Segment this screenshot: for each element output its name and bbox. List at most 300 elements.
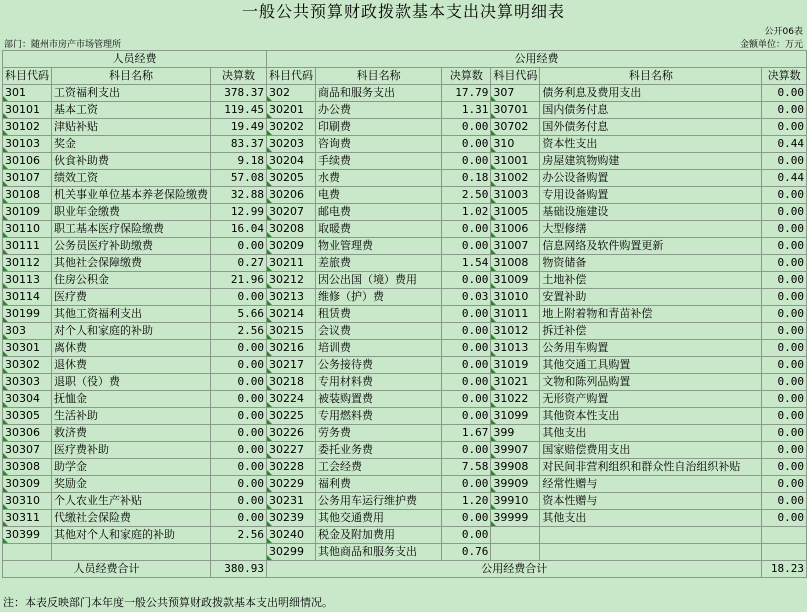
cell-name: 对个人和家庭的补助 [52, 323, 211, 340]
cell-code: 301 [3, 85, 52, 102]
cell-name: 办公设备购置 [540, 170, 762, 187]
cell-code: 31010 [491, 289, 540, 306]
cell-name: 机关事业单位基本养老保险缴费 [52, 187, 211, 204]
cell-amount: 0.00 [762, 323, 807, 340]
cell-amount: 119.45 [211, 102, 267, 119]
cell-name: 福利费 [316, 476, 442, 493]
cell-name: 印刷费 [316, 119, 442, 136]
cell-name: 对民间非营利组织和群众性自治组织补贴 [540, 459, 762, 476]
cell-amount: 0.00 [211, 374, 267, 391]
cell-amount: 2.50 [442, 187, 491, 204]
cell-code: 30204 [267, 153, 316, 170]
cell-code: 30305 [3, 408, 52, 425]
cell-code: 30199 [3, 306, 52, 323]
cell-name: 差旅费 [316, 255, 442, 272]
cell-code: 31099 [491, 408, 540, 425]
cell-amount: 16.04 [211, 221, 267, 238]
cell-name: 工资福利支出 [52, 85, 211, 102]
cell-amount: 0.00 [211, 459, 267, 476]
cell-code: 39999 [491, 510, 540, 527]
cell-name: 其他社会保障缴费 [52, 255, 211, 272]
cell-amount: 0.00 [762, 272, 807, 289]
table-row [3, 136, 807, 153]
cell-name: 住房公积金 [52, 272, 211, 289]
cell-amount: 0.00 [442, 357, 491, 374]
table-row [3, 204, 807, 221]
personnel-total-value: 380.93 [211, 561, 267, 578]
cell-amount: 9.18 [211, 153, 267, 170]
cell-code: 310 [491, 136, 540, 153]
cell-amount: 0.00 [442, 238, 491, 255]
cell-amount: 0.00 [442, 119, 491, 136]
cell-code: 30229 [267, 476, 316, 493]
table-row [3, 306, 807, 323]
cell-name: 办公费 [316, 102, 442, 119]
cell-code: 30303 [3, 374, 52, 391]
cell-name: 其他支出 [540, 510, 762, 527]
cell-amount: 0.00 [211, 357, 267, 374]
cell-name: 经常性赠与 [540, 476, 762, 493]
cell-code: 30208 [267, 221, 316, 238]
cell-code [491, 527, 540, 544]
cell-code [3, 544, 52, 561]
cell-name: 因公出国（境）费用 [316, 272, 442, 289]
col-name-header: 科目名称 [540, 68, 762, 85]
cell-code: 30225 [267, 408, 316, 425]
table-row [3, 170, 807, 187]
expenditure-table [2, 50, 807, 578]
cell-name: 其他商品和服务支出 [316, 544, 442, 561]
cell-name: 医疗费 [52, 289, 211, 306]
cell-code: 30226 [267, 425, 316, 442]
cell-code: 31022 [491, 391, 540, 408]
table-row [3, 510, 807, 527]
cell-amount: 0.00 [442, 306, 491, 323]
cell-amount: 0.00 [762, 85, 807, 102]
cell-code: 30304 [3, 391, 52, 408]
cell-amount: 21.96 [211, 272, 267, 289]
cell-code: 30228 [267, 459, 316, 476]
cell-amount: 2.56 [211, 323, 267, 340]
cell-amount: 0.00 [762, 357, 807, 374]
cell-name: 资本性支出 [540, 136, 762, 153]
cell-amount: 0.00 [211, 425, 267, 442]
cell-name: 助学金 [52, 459, 211, 476]
form-number: 公开06表 [764, 27, 803, 37]
cell-code: 30227 [267, 442, 316, 459]
table-row [3, 255, 807, 272]
cell-name [540, 544, 762, 561]
cell-name: 职业年金缴费 [52, 204, 211, 221]
cell-amount: 0.00 [211, 442, 267, 459]
table-row [3, 323, 807, 340]
table-row [3, 476, 807, 493]
cell-amount: 0.00 [762, 459, 807, 476]
cell-amount: 0.00 [442, 374, 491, 391]
col-code-header: 科目代码 [267, 68, 316, 85]
cell-amount: 0.76 [442, 544, 491, 561]
cell-amount: 0.00 [442, 510, 491, 527]
cell-code: 31019 [491, 357, 540, 374]
cell-name: 医疗费补助 [52, 442, 211, 459]
cell-name: 委托业务费 [316, 442, 442, 459]
cell-code: 30201 [267, 102, 316, 119]
cell-code: 30213 [267, 289, 316, 306]
cell-name: 其他对个人和家庭的补助 [52, 527, 211, 544]
cell-amount: 0.00 [762, 102, 807, 119]
cell-amount: 378.37 [211, 85, 267, 102]
cell-amount: 57.08 [211, 170, 267, 187]
cell-amount: 0.00 [211, 238, 267, 255]
cell-code: 30311 [3, 510, 52, 527]
section-header-row [3, 51, 807, 68]
section-personnel: 人员经费 [3, 51, 267, 68]
footnote: 注：本表反映部门本年度一般公共预算财政拨款基本支出明细情况。 [3, 596, 333, 609]
cell-name: 信息网络及软件购置更新 [540, 238, 762, 255]
cell-code: 30215 [267, 323, 316, 340]
cell-name: 劳务费 [316, 425, 442, 442]
cell-amount [211, 544, 267, 561]
table-row [3, 544, 807, 561]
cell-name: 物业管理费 [316, 238, 442, 255]
cell-amount: 1.67 [442, 425, 491, 442]
cell-code: 30307 [3, 442, 52, 459]
cell-name: 被装购置费 [316, 391, 442, 408]
table-row [3, 493, 807, 510]
cell-name: 国家赔偿费用支出 [540, 442, 762, 459]
cell-amount: 0.00 [211, 408, 267, 425]
cell-amount: 0.00 [762, 391, 807, 408]
table-row [3, 238, 807, 255]
cell-amount: 5.66 [211, 306, 267, 323]
cell-amount: 1.02 [442, 204, 491, 221]
cell-code: 30111 [3, 238, 52, 255]
cell-amount: 0.00 [762, 255, 807, 272]
cell-code: 31011 [491, 306, 540, 323]
cell-amount: 32.88 [211, 187, 267, 204]
cell-amount: 0.00 [762, 408, 807, 425]
table-row [3, 102, 807, 119]
cell-code: 30108 [3, 187, 52, 204]
cell-code: 30202 [267, 119, 316, 136]
cell-name: 个人农业生产补贴 [52, 493, 211, 510]
cell-name: 奖励金 [52, 476, 211, 493]
cell-amount: 0.00 [211, 289, 267, 306]
department-label: 部门： [4, 40, 32, 50]
cell-name: 救济费 [52, 425, 211, 442]
cell-amount: 7.58 [442, 459, 491, 476]
cell-code: 307 [491, 85, 540, 102]
cell-code: 31003 [491, 187, 540, 204]
personnel-total-label: 人员经费合计 [3, 561, 211, 578]
cell-name: 培训费 [316, 340, 442, 357]
cell-code: 39907 [491, 442, 540, 459]
cell-code: 31007 [491, 238, 540, 255]
cell-name: 公务用车运行维护费 [316, 493, 442, 510]
cell-amount: 0.00 [762, 289, 807, 306]
table-row [3, 153, 807, 170]
cell-code: 30306 [3, 425, 52, 442]
totals-row [3, 561, 807, 578]
cell-code: 30207 [267, 204, 316, 221]
cell-name: 咨询费 [316, 136, 442, 153]
cell-name: 无形资产购置 [540, 391, 762, 408]
table-row [3, 391, 807, 408]
cell-amount: 19.49 [211, 119, 267, 136]
cell-amount: 0.00 [211, 340, 267, 357]
cell-amount: 83.37 [211, 136, 267, 153]
cell-name: 津贴补贴 [52, 119, 211, 136]
cell-code: 30102 [3, 119, 52, 136]
col-amount-header: 决算数 [762, 68, 807, 85]
cell-name: 其他支出 [540, 425, 762, 442]
cell-code: 303 [3, 323, 52, 340]
cell-name: 专用燃料费 [316, 408, 442, 425]
cell-amount [762, 527, 807, 544]
cell-code: 30309 [3, 476, 52, 493]
cell-code: 30308 [3, 459, 52, 476]
cell-code: 30109 [3, 204, 52, 221]
column-header-row [3, 68, 807, 85]
table-row [3, 187, 807, 204]
cell-amount: 0.00 [442, 323, 491, 340]
cell-code: 30101 [3, 102, 52, 119]
cell-code: 30216 [267, 340, 316, 357]
cell-amount: 0.00 [211, 510, 267, 527]
cell-code: 30106 [3, 153, 52, 170]
cell-name: 房屋建筑物购建 [540, 153, 762, 170]
cell-name: 商品和服务支出 [316, 85, 442, 102]
department-name: 随州市房产市场管理所 [31, 40, 122, 50]
cell-amount: 0.00 [762, 374, 807, 391]
cell-name: 其他资本性支出 [540, 408, 762, 425]
cell-amount: 0.00 [762, 204, 807, 221]
cell-code: 30239 [267, 510, 316, 527]
cell-name: 安置补助 [540, 289, 762, 306]
cell-code: 30112 [3, 255, 52, 272]
unit-label: 金额单位：万元 [739, 40, 803, 50]
cell-code: 30107 [3, 170, 52, 187]
cell-amount: 0.00 [442, 272, 491, 289]
cell-name: 电费 [316, 187, 442, 204]
cell-code: 30302 [3, 357, 52, 374]
cell-amount: 0.00 [762, 442, 807, 459]
cell-name: 生活补助 [52, 408, 211, 425]
table-row [3, 289, 807, 306]
cell-code: 39910 [491, 493, 540, 510]
cell-amount: 1.20 [442, 493, 491, 510]
cell-name: 其他交通工具购置 [540, 357, 762, 374]
cell-amount: 0.00 [762, 425, 807, 442]
cell-code: 30212 [267, 272, 316, 289]
cell-name: 其他工资福利支出 [52, 306, 211, 323]
cell-name: 公务用车购置 [540, 340, 762, 357]
cell-name: 文物和陈列品购置 [540, 374, 762, 391]
public-total-label: 公用经费合计 [267, 561, 762, 578]
cell-name: 专用材料费 [316, 374, 442, 391]
cell-code: 30205 [267, 170, 316, 187]
cell-amount: 0.00 [762, 153, 807, 170]
cell-name: 离休费 [52, 340, 211, 357]
cell-name: 国外债务付息 [540, 119, 762, 136]
cell-code: 30702 [491, 119, 540, 136]
cell-name [540, 527, 762, 544]
cell-name: 大型修缮 [540, 221, 762, 238]
cell-name [52, 544, 211, 561]
public-total-value: 18.23 [762, 561, 807, 578]
cell-code: 31005 [491, 204, 540, 221]
table-row [3, 425, 807, 442]
cell-name: 退休费 [52, 357, 211, 374]
cell-code: 39909 [491, 476, 540, 493]
cell-amount: 0.00 [211, 476, 267, 493]
cell-name: 工会经费 [316, 459, 442, 476]
cell-code: 30214 [267, 306, 316, 323]
cell-code: 31012 [491, 323, 540, 340]
cell-amount: 0.00 [762, 187, 807, 204]
col-name-header: 科目名称 [52, 68, 211, 85]
cell-code: 30240 [267, 527, 316, 544]
section-public: 公用经费 [267, 51, 807, 68]
cell-amount: 0.00 [442, 136, 491, 153]
col-amount-header: 决算数 [442, 68, 491, 85]
cell-code: 30701 [491, 102, 540, 119]
cell-code: 30114 [3, 289, 52, 306]
table-row [3, 357, 807, 374]
cell-code: 31021 [491, 374, 540, 391]
cell-amount: 0.00 [442, 340, 491, 357]
cell-amount: 0.00 [442, 391, 491, 408]
cell-name: 代缴社会保险费 [52, 510, 211, 527]
cell-name: 职工基本医疗保险缴费 [52, 221, 211, 238]
col-code-header: 科目代码 [3, 68, 52, 85]
cell-amount: 0.44 [762, 136, 807, 153]
cell-name: 取暖费 [316, 221, 442, 238]
cell-name: 税金及附加费用 [316, 527, 442, 544]
table-row [3, 442, 807, 459]
table-row [3, 272, 807, 289]
cell-name: 资本性赠与 [540, 493, 762, 510]
cell-name: 基础设施建设 [540, 204, 762, 221]
cell-name: 土地补偿 [540, 272, 762, 289]
cell-name: 抚恤金 [52, 391, 211, 408]
cell-code: 30310 [3, 493, 52, 510]
cell-name: 手续费 [316, 153, 442, 170]
cell-name: 国内债务付息 [540, 102, 762, 119]
cell-amount: 0.00 [442, 442, 491, 459]
cell-name: 伙食补助费 [52, 153, 211, 170]
table-row [3, 85, 807, 102]
cell-name: 物资储备 [540, 255, 762, 272]
cell-amount: 0.03 [442, 289, 491, 306]
cell-amount: 0.00 [211, 493, 267, 510]
col-amount-header: 决算数 [211, 68, 267, 85]
cell-code: 30206 [267, 187, 316, 204]
cell-code: 30399 [3, 527, 52, 544]
table-row [3, 374, 807, 391]
cell-code: 39908 [491, 459, 540, 476]
table-row [3, 340, 807, 357]
cell-code: 30113 [3, 272, 52, 289]
cell-amount: 0.00 [442, 221, 491, 238]
cell-name: 基本工资 [52, 102, 211, 119]
cell-amount: 1.31 [442, 102, 491, 119]
cell-name: 地上附着物和青苗补偿 [540, 306, 762, 323]
cell-amount: 0.00 [762, 340, 807, 357]
cell-name: 其他交通费用 [316, 510, 442, 527]
cell-name: 维修（护）费 [316, 289, 442, 306]
cell-amount: 0.00 [211, 391, 267, 408]
cell-name: 公务接待费 [316, 357, 442, 374]
cell-name: 拆迁补偿 [540, 323, 762, 340]
table-row [3, 527, 807, 544]
cell-name: 绩效工资 [52, 170, 211, 187]
cell-code: 30217 [267, 357, 316, 374]
cell-amount: 0.00 [762, 238, 807, 255]
cell-name: 退职（役）费 [52, 374, 211, 391]
cell-amount: 0.00 [442, 527, 491, 544]
cell-amount: 17.79 [442, 85, 491, 102]
cell-amount: 0.00 [762, 510, 807, 527]
cell-amount: 0.00 [762, 221, 807, 238]
cell-code: 30103 [3, 136, 52, 153]
report-title: 一般公共预算财政拨款基本支出决算明细表 [241, 2, 565, 21]
cell-code: 30209 [267, 238, 316, 255]
cell-name: 邮电费 [316, 204, 442, 221]
cell-code: 30211 [267, 255, 316, 272]
cell-amount: 0.00 [762, 476, 807, 493]
table-row [3, 459, 807, 476]
cell-name: 专用设备购置 [540, 187, 762, 204]
cell-code: 30110 [3, 221, 52, 238]
cell-amount: 0.18 [442, 170, 491, 187]
cell-name: 公务员医疗补助缴费 [52, 238, 211, 255]
cell-code [491, 544, 540, 561]
cell-amount: 1.54 [442, 255, 491, 272]
cell-amount: 0.44 [762, 170, 807, 187]
col-code-header: 科目代码 [491, 68, 540, 85]
cell-name: 租赁费 [316, 306, 442, 323]
cell-amount: 2.56 [211, 527, 267, 544]
cell-code: 31001 [491, 153, 540, 170]
cell-code: 30301 [3, 340, 52, 357]
cell-code: 31002 [491, 170, 540, 187]
cell-amount: 0.00 [762, 306, 807, 323]
cell-code: 30299 [267, 544, 316, 561]
cell-amount: 12.99 [211, 204, 267, 221]
cell-code: 30231 [267, 493, 316, 510]
cell-code: 30224 [267, 391, 316, 408]
col-name-header: 科目名称 [316, 68, 442, 85]
cell-code: 31013 [491, 340, 540, 357]
cell-code: 399 [491, 425, 540, 442]
table-row [3, 119, 807, 136]
cell-amount: 0.00 [442, 476, 491, 493]
cell-amount: 0.00 [762, 493, 807, 510]
cell-amount: 0.00 [762, 119, 807, 136]
cell-code: 30203 [267, 136, 316, 153]
cell-name: 会议费 [316, 323, 442, 340]
cell-amount [762, 544, 807, 561]
cell-code: 302 [267, 85, 316, 102]
cell-code: 31008 [491, 255, 540, 272]
cell-amount: 0.00 [442, 408, 491, 425]
cell-name: 水费 [316, 170, 442, 187]
table-row [3, 408, 807, 425]
cell-name: 债务利息及费用支出 [540, 85, 762, 102]
cell-code: 31006 [491, 221, 540, 238]
cell-name: 奖金 [52, 136, 211, 153]
